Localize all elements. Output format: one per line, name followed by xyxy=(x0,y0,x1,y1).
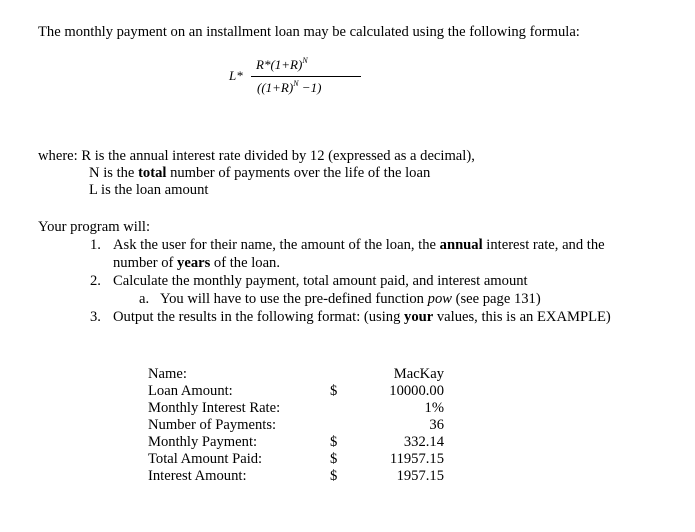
item-3-text xyxy=(113,309,611,326)
item-2a-italic-pow: pow xyxy=(427,291,452,307)
item-1-marker: 1. xyxy=(90,237,101,253)
intro-text: The monthly payment on an installment loan may be calculated using the following formula: xyxy=(38,24,580,40)
table-row xyxy=(148,468,444,485)
item-1-text-c: number of xyxy=(113,255,178,271)
item-1-line-2 xyxy=(113,255,280,272)
table-row xyxy=(148,383,444,400)
formula-denominator-text: ((1+R) xyxy=(257,80,294,95)
payment-formula xyxy=(229,56,349,106)
where-n-line xyxy=(89,165,430,182)
item-3-text-b: values, this is an EXAMPLE) xyxy=(433,309,611,325)
item-1-line-1 xyxy=(113,237,605,254)
formula-numerator-text: R*(1+R) xyxy=(256,57,303,72)
row-label: Interest Amount: xyxy=(148,468,247,484)
where-l-line: L is the loan amount xyxy=(89,182,209,198)
formula-numerator-exponent: N xyxy=(302,56,308,65)
where-r-line: where: R is the annual interest rate divided by 12 (expressed as a decimal), xyxy=(38,148,475,164)
item-2a-marker: a. xyxy=(139,291,150,307)
formula-denominator-tail: −1) xyxy=(298,80,322,95)
row-value: 10000.00 xyxy=(389,383,444,399)
row-label: Name: xyxy=(148,366,187,382)
table-row xyxy=(148,451,444,468)
formula-denominator-exponent: N xyxy=(293,79,299,88)
row-dollar: $ xyxy=(330,434,338,450)
row-value: 36 xyxy=(429,417,444,433)
table-row xyxy=(148,400,444,417)
where-n-bold: total xyxy=(138,165,167,181)
where-n-text-a: N is the xyxy=(89,165,139,181)
row-value: 1957.15 xyxy=(396,468,444,484)
item-1-bold-annual: annual xyxy=(439,237,483,253)
table-row xyxy=(148,434,444,451)
item-2a-text xyxy=(160,291,541,308)
item-2-marker: 2. xyxy=(90,273,101,289)
formula-denominator xyxy=(257,79,321,96)
item-3-bold-your: your xyxy=(404,309,434,325)
item-2-text: Calculate the monthly payment, total amount paid, and interest amount xyxy=(113,273,528,289)
item-1-bold-years: years xyxy=(177,255,211,271)
row-value: MacKay xyxy=(393,366,444,382)
table-row xyxy=(148,417,444,434)
item-2a-text-b: (see page 131) xyxy=(451,291,541,307)
table-row xyxy=(148,366,444,383)
item-2a-text-a: You will have to use the pre-defined function xyxy=(160,291,428,307)
row-label: Loan Amount: xyxy=(148,383,233,399)
row-dollar: $ xyxy=(330,468,338,484)
row-value: 11957.15 xyxy=(389,451,444,467)
item-1-text-d: of the loan. xyxy=(210,255,280,271)
row-value: 1% xyxy=(424,400,444,416)
item-1-text-b: interest rate, and the xyxy=(482,237,605,253)
example-output-table xyxy=(148,366,444,490)
row-value: 332.14 xyxy=(403,434,444,450)
item-3-text-a: Output the results in the following format: (using xyxy=(113,309,405,325)
row-label: Monthly Payment: xyxy=(148,434,258,450)
formula-fraction-bar xyxy=(251,76,361,77)
formula-lhs: L* xyxy=(229,68,243,83)
row-label: Number of Payments: xyxy=(148,417,277,433)
row-dollar: $ xyxy=(330,451,338,467)
row-label: Monthly Interest Rate: xyxy=(148,400,281,416)
item-3-marker: 3. xyxy=(90,309,101,325)
item-1-text-a: Ask the user for their name, the amount of the loan, the xyxy=(113,237,440,253)
row-dollar: $ xyxy=(330,383,338,399)
formula-numerator xyxy=(256,56,308,73)
row-label: Total Amount Paid: xyxy=(148,451,263,467)
program-heading: Your program will: xyxy=(38,219,151,235)
where-n-text-b: number of payments over the life of the loan xyxy=(166,165,431,181)
